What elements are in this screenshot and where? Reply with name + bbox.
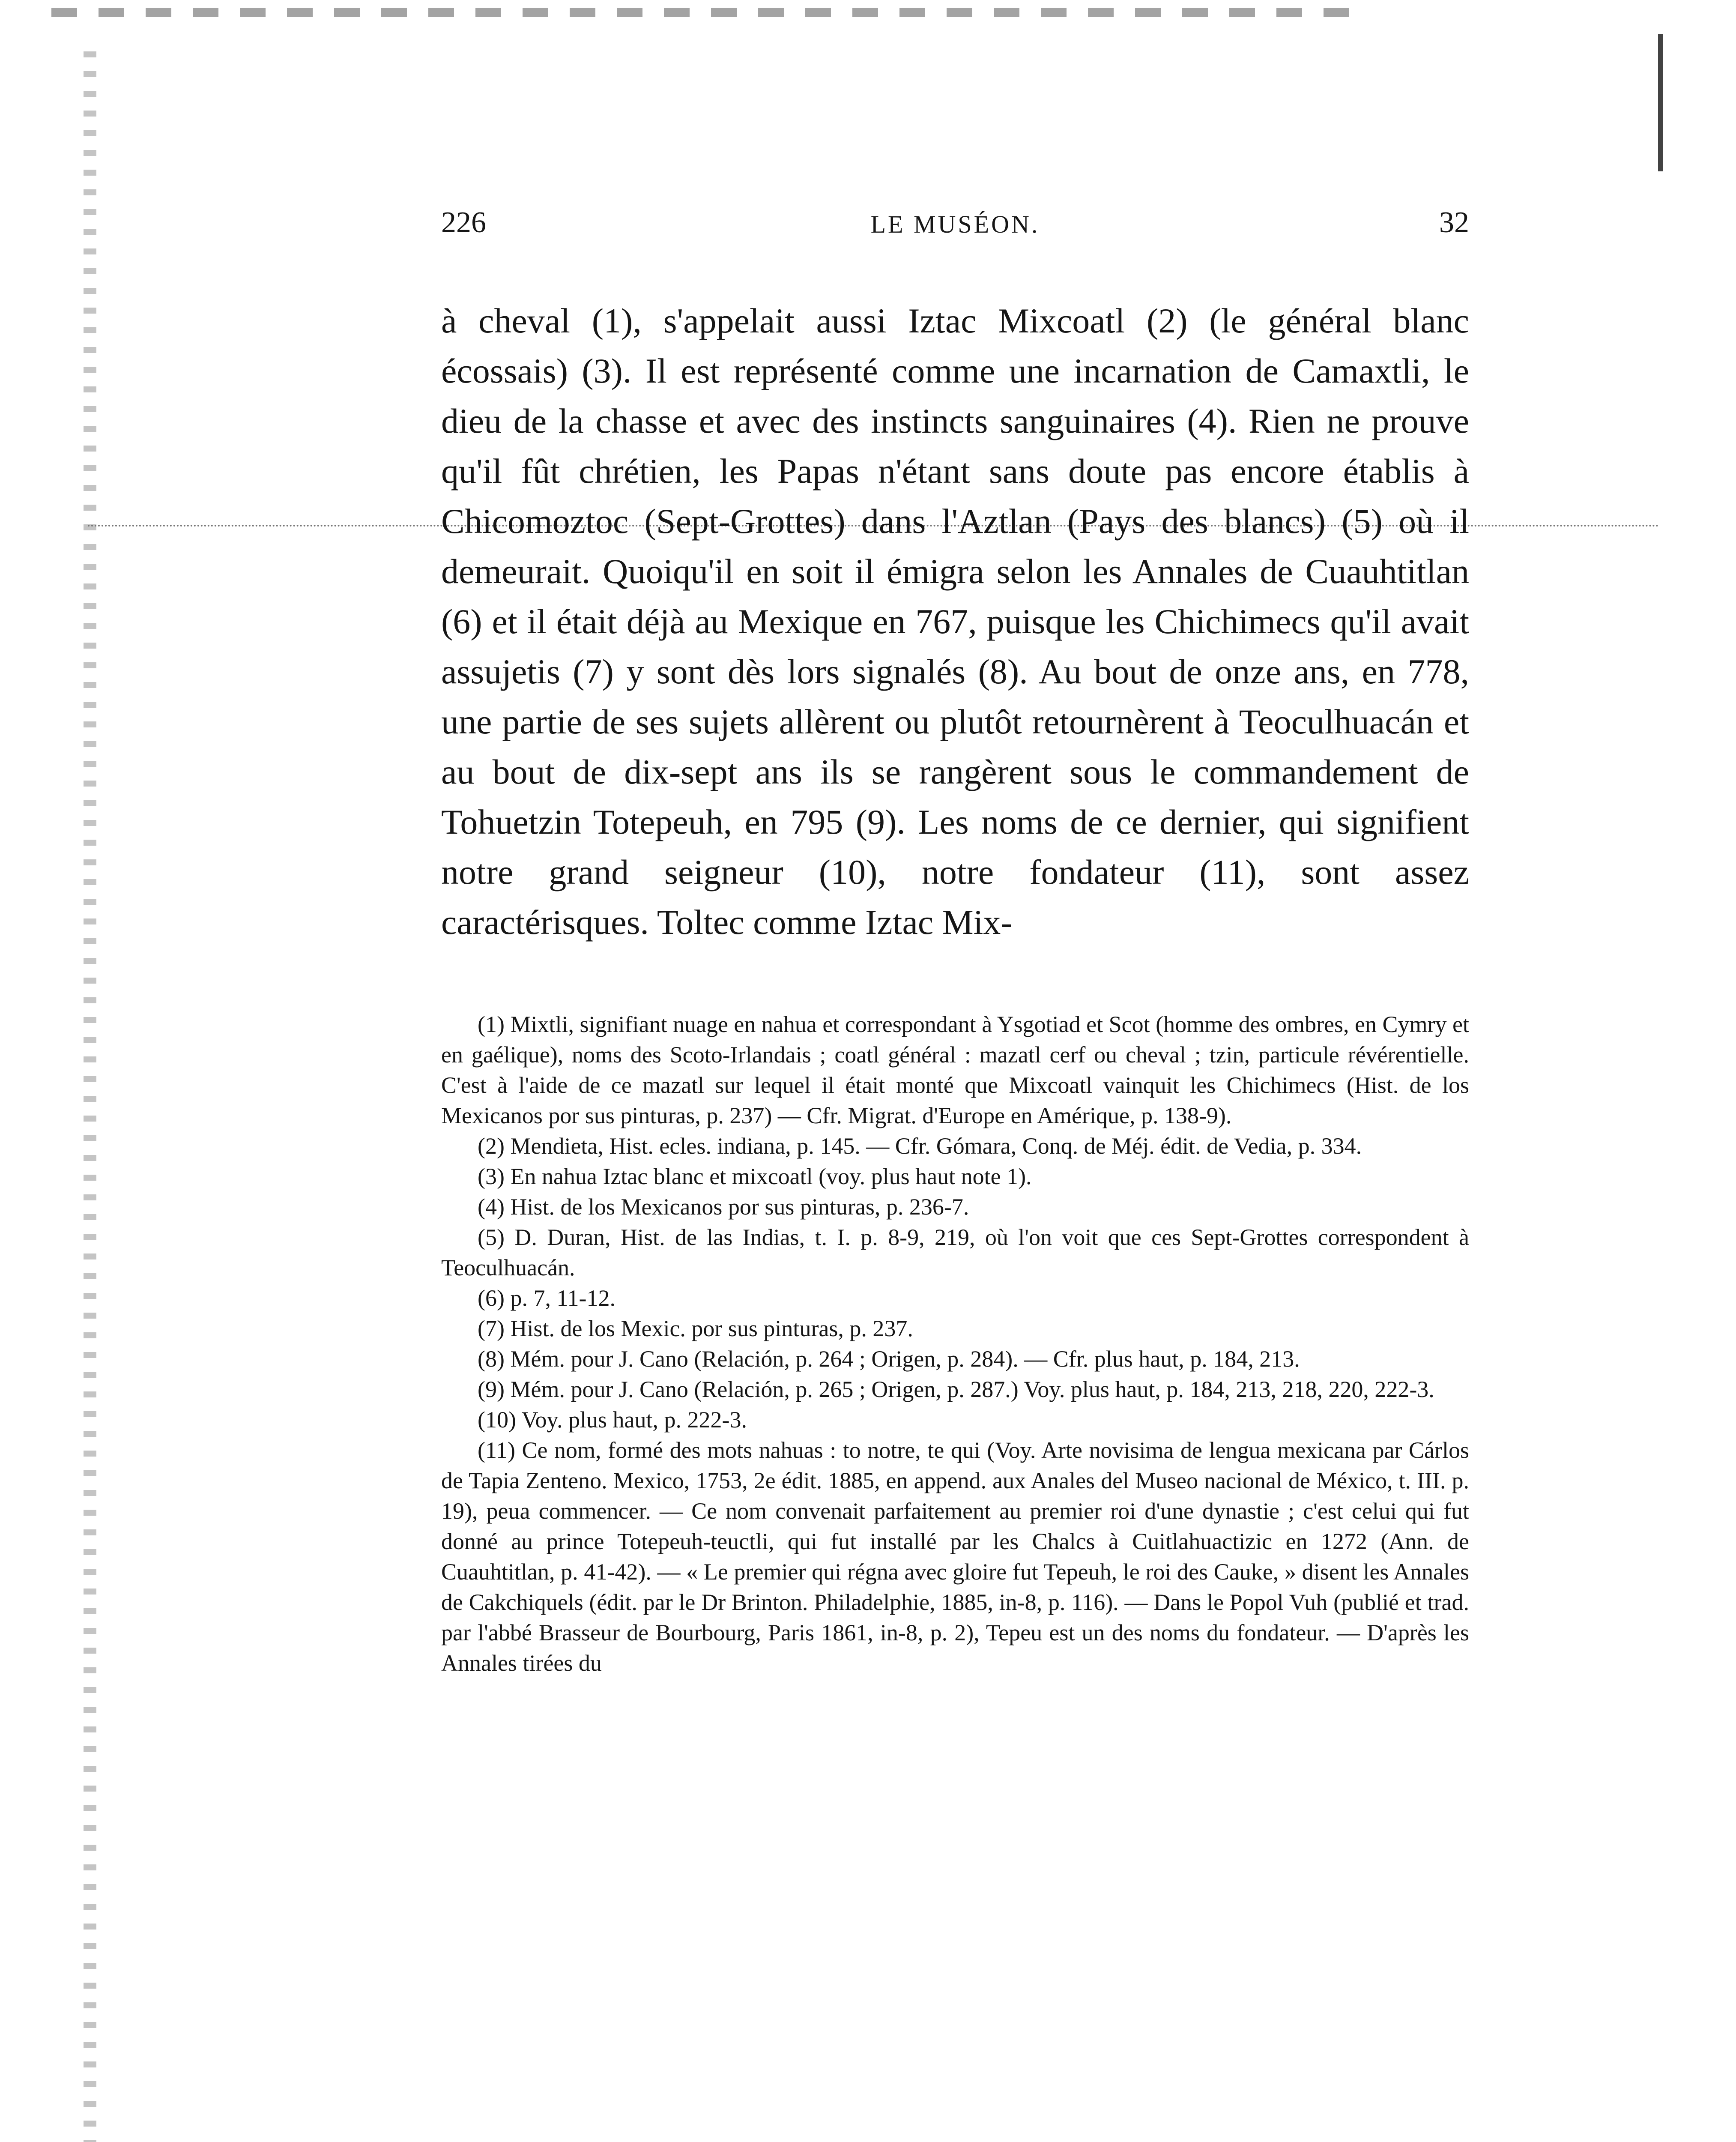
main-paragraph: à cheval (1), s'appelait aussi Iztac Mixcoatl (2) (le général blanc écossais) (3). Il est représenté comme une incarnation de Camaxtli, le dieu de la chasse et avec des instincts sanguinaires (4). Rien ne prouve qu'il fût chrétien, les Papas n'étant sans doute pas encore établis à Chicomoztoc (Sept-Grottes) dans l'Aztlan (Pays des blancs) (5) où il demeurait. Quoiqu'il en soit il émigra selon les Annales de Cuauhtitlan (6) et il était déjà au Mexique en 767, puisque les Chichimecs qu'il avait assujetis (7) y sont dès lors signalés (8). Au bout de onze ans, en 778, une partie de ses sujets allèrent ou plutôt retournèrent à Teoculhuacán et au bout de dix-sept ans ils se rangèrent sous le commandement de Tohuetzin Totepeuh, en 795 (9). Les noms de ce dernier, qui signifient notre grand seigneur (10), notre fondateur (11), sont assez caractérisques. Toltec comme Iztac Mix- <box>441 301 1469 942</box>
footnote-9: (9) Mém. pour J. Cano (Relación, p. 265 ; Origen, p. 287.) Voy. plus haut, p. 184, 213, 218, 220, 222-3. <box>478 1376 1434 1402</box>
signature-number: 32 <box>1439 206 1469 239</box>
footnote-3: (3) En nahua Iztac blanc et mixcoatl (voy. plus haut note 1). <box>478 1164 1032 1189</box>
scan-right-edge-mark <box>1658 34 1663 171</box>
scan-left-edge-marks <box>84 51 96 2142</box>
page-number: 226 <box>441 206 486 239</box>
running-head <box>441 206 1469 253</box>
footnote-4: (4) Hist. de los Mexicanos por sus pinturas, p. 236-7. <box>478 1194 969 1220</box>
scan-top-edge-marks <box>51 8 1349 17</box>
footnote-10: (10) Voy. plus haut, p. 222-3. <box>478 1407 747 1433</box>
footnote-8: (8) Mém. pour J. Cano (Relación, p. 264 ; Origen, p. 284). — Cfr. plus haut, p. 184, 213. <box>478 1346 1300 1372</box>
footnote-1: (1) Mixtli, signifiant nuage en nahua et correspondant à Ysgotiad et Scot (homme des ombres, en Cymry et en gaélique), noms des Scoto-Irlandais ; coatl général : mazatl cerf ou cheval ; tzin, particule révérentielle. C'est à l'aide de ce mazatl sur lequel il était monté que Mixcoatl vainquit les Chichimecs (Hist. de los Mexicanos por sus pinturas, p. 237) — Cfr. Migrat. d'Europe en Amérique, p. 138-9). <box>441 1011 1469 1128</box>
footnote-6: (6) p. 7, 11-12. <box>478 1285 616 1311</box>
footnote-7: (7) Hist. de los Mexic. por sus pinturas, p. 237. <box>478 1316 913 1341</box>
footnote-11: (11) Ce nom, formé des mots nahuas : to notre, te qui (Voy. Arte novisima de lengua mexicana par Cárlos de Tapia Zenteno. Mexico, 1753, 2e édit. 1885, en append. aux Anales del Museo nacional de México, t. III. p. 19), peua commencer. — Ce nom convenait parfaitement au premier roi d'une dynastie ; c'est celui qui fut donné au prince Totepeuh-teuctli, qui fut installé par les Chalcs à Cuitlahuactizic en 1272 (Ann. de Cuauhtitlan, p. 41-42). — « Le premier qui régna avec gloire fut Tepeuh, le roi des Cauke, » disent les Annales de Cakchiquels (édit. par le Dr Brinton. Philadelphie, 1885, in-8, p. 116). — Dans le Popol Vuh (publié et trad. par l'abbé Brasseur de Bourbourg, Paris 1861, in-8, p. 2), Tepeu est un des noms du fondateur. — D'après les Annales tirées du <box>441 1437 1469 1676</box>
footnotes <box>441 1009 1469 1678</box>
footnote-5: (5) D. Duran, Hist. de las Indias, t. I. p. 8-9, 219, où l'on voit que ces Sept-Grottes correspondent à Teoculhuacán. <box>441 1224 1469 1280</box>
footnote-2: (2) Mendieta, Hist. ecles. indiana, p. 145. — Cfr. Gómara, Conq. de Méj. édit. de Vedia, p. 334. <box>478 1133 1362 1159</box>
book-page <box>441 206 1469 1678</box>
journal-title: LE MUSÉON. <box>870 210 1040 238</box>
